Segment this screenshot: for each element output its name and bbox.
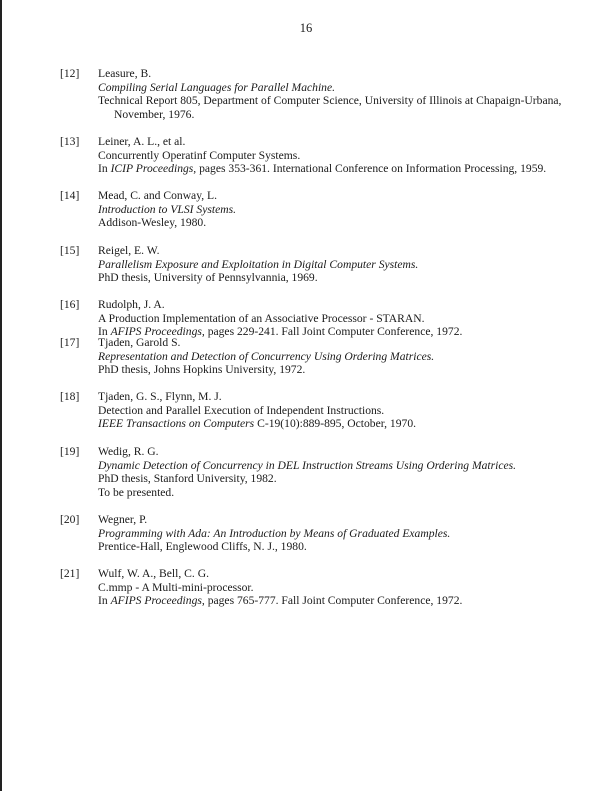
reference-number: [21] [60,567,80,580]
reference-text: November, 1976. [114,107,195,121]
reference-text: A Production Implementation of an Associative Processor - STARAN. [98,311,425,325]
reference-text: PhD thesis, University of Pennsylvannia, 1969. [98,271,318,285]
reference-text: Rudolph, J. A. [98,298,165,311]
reference-text: To be presented. [98,485,175,499]
reference-line [98,298,598,312]
reference-line [98,417,598,431]
reference-title: Introduction to VLSI Systems. [98,202,237,216]
reference-line [98,271,598,285]
reference-text: pages 229-241. Fall Joint Computer Conference, 1972. [204,325,463,339]
reference-text: Wedig, R. G. [98,445,159,458]
reference-line [98,162,598,176]
reference-text: Prentice-Hall, Englewood Cliffs, N. J., 1980. [98,540,307,554]
reference-line [98,81,598,95]
reference-number: [19] [60,445,80,458]
reference-text: Tjaden, Garold S. [98,336,181,349]
reference-line [98,258,598,272]
reference-title: Parallelism Exposure and Exploitation in Digital Computer Systems. [98,257,419,271]
reference-text: PhD thesis, Johns Hopkins University, 1972. [98,363,306,377]
reference-line [98,203,598,217]
reference-title: AFIPS Proceedings, [110,594,205,608]
reference-text: PhD thesis, Stanford University, 1982. [98,472,277,486]
reference-line [98,486,598,500]
reference-title: Dynamic Detection of Concurrency in DEL Instruction Streams Using Ordering Matrices. [98,458,517,472]
reference-text: Addison-Wesley, 1980. [98,216,207,230]
reference-line [98,312,598,326]
reference-line [98,149,598,163]
reference-line [98,527,598,541]
reference-number: [17] [60,336,80,349]
reference-line [98,459,598,473]
reference-line [98,390,598,404]
reference-title: Compiling Serial Languages for Parallel Machine. [98,80,336,94]
reference-text: C-19(10):889-895, October, 1970. [254,417,417,431]
scan-edge-line [0,0,2,791]
reference-line [98,94,598,108]
reference-title: Representation and Detection of Concurrency Using Ordering Matrices. [98,349,435,363]
reference-title: ICIP Proceedings, [110,162,197,176]
reference-text: Detection and Parallel Execution of Independent Instructions. [98,403,385,417]
reference-line [98,244,598,258]
reference-text: Tjaden, G. S., Flynn, M. J. [98,390,222,403]
reference-line [98,67,598,81]
reference-text: Wulf, W. A., Bell, C. G. [98,567,209,580]
reference-text: Reigel, E. W. [98,244,160,257]
reference-line [98,135,598,149]
reference-number: [16] [60,298,80,311]
page-number: 16 [299,21,313,35]
reference-number: [15] [60,244,80,257]
reference-title: AFIPS Proceedings, [110,325,205,339]
reference-line [98,594,598,608]
reference-text: In [98,594,111,608]
reference-number: [13] [60,135,80,148]
reference-number: [18] [60,390,80,403]
reference-text: In [98,162,111,176]
reference-number: [20] [60,513,80,526]
reference-text: Concurrently Operatinf Computer Systems. [98,148,301,162]
reference-number: [12] [60,67,80,80]
reference-text: In [98,325,111,339]
reference-text: Mead, C. and Conway, L. [98,189,218,202]
reference-number: [14] [60,189,80,202]
reference-line [98,363,598,377]
reference-line [98,350,598,364]
reference-text: Wegner, P. [98,513,148,526]
reference-line [98,189,598,203]
reference-line [98,445,598,459]
reference-title: IEEE Transactions on Computers [98,417,255,431]
reference-text: Leasure, B. [98,67,152,80]
reference-line [98,513,598,527]
reference-line [98,216,598,230]
reference-line [98,540,598,554]
reference-text: Leiner, A. L., et al. [98,135,186,148]
reference-line [98,108,598,122]
reference-text: pages 765-777. Fall Joint Computer Conference, 1972. [204,594,463,608]
reference-line [98,472,598,486]
reference-text: Technical Report 805, Department of Computer Science, University of Illinois at Chapaign-Urbana, [98,94,562,108]
reference-text: C.mmp - A Multi-mini-processor. [98,580,254,594]
reference-line [98,336,598,350]
reference-line [98,567,598,581]
reference-line [98,581,598,595]
reference-line [98,404,598,418]
reference-text: pages 353-361. International Conference on Information Processing, 1959. [196,162,547,176]
reference-title: Programming with Ada: An Introduction by Means of Graduated Examples. [98,526,451,540]
